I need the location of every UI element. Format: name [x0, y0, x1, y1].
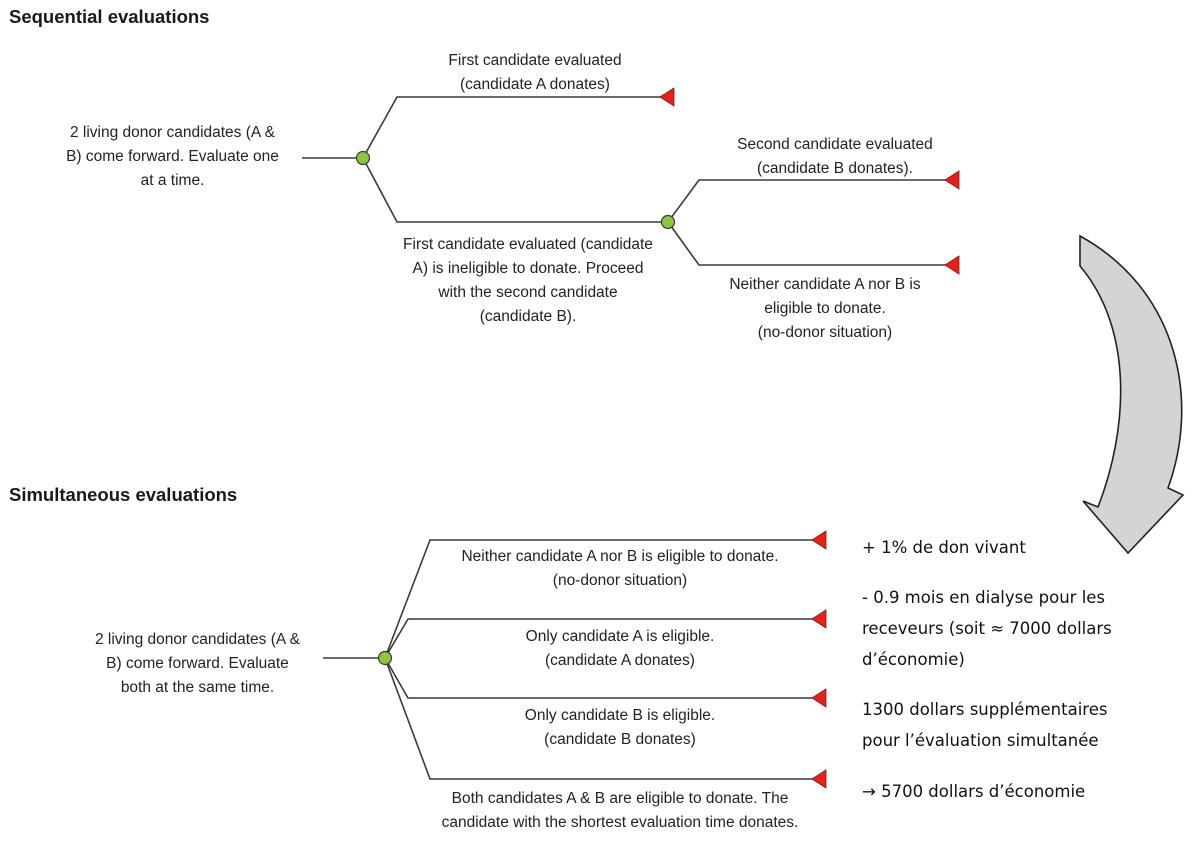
seq-sub-lower	[668, 222, 948, 265]
sim-chance-node-root	[379, 652, 392, 665]
sim-branch-3-label: Only candidate B is eligible. (candidate B donates)	[524, 707, 716, 748]
result-dialysis-savings: - 0.9 mois en dialyse pour les receveurs (soit ≈ 7000 dollars d’économie)	[862, 588, 1112, 669]
seq-root-label: 2 living donor candidates (A & B) come forward. Evaluate one at a time.	[66, 124, 279, 189]
seq-sub-upper	[668, 180, 948, 222]
seq-branch-upper	[363, 97, 662, 158]
seq-chance-node-second	[662, 216, 675, 229]
seq-chance-node-root	[357, 152, 370, 165]
seq-branch-upper-label: First candidate evaluated (candidate A donates)	[448, 52, 622, 93]
seq-sub-upper-label: Second candidate evaluated (candidate B donates).	[737, 136, 933, 177]
seq-branch-lower	[363, 158, 668, 222]
seq-sub-lower-label: Neither candidate A nor B is eligible to donate. (no-donor situation)	[729, 276, 921, 341]
result-extra-cost: 1300 dollars supplémentaires pour l’évaluation simultanée	[862, 700, 1108, 750]
curved-arrow	[1080, 236, 1183, 553]
simultaneous-title: Simultaneous evaluations	[9, 484, 238, 505]
sequential-title: Sequential evaluations	[9, 6, 210, 27]
result-net-savings: → 5700 dollars d’économie	[862, 782, 1086, 801]
seq-terminal-node-3	[945, 256, 959, 274]
sim-terminal-node-4	[812, 770, 826, 788]
seq-branch-lower-label: First candidate evaluated (candidate A) is ineligible to donate. Proceed with the second candidate (candidate B).	[403, 236, 653, 325]
sim-branch-2-label: Only candidate A is eligible. (candidate A donates)	[525, 628, 715, 669]
result-living-donation: + 1% de don vivant	[862, 538, 1026, 557]
sim-branch-4-label: Both candidates A & B are eligible to donate. The candidate with the shortest evaluation time donates.	[441, 790, 799, 831]
sim-branch-1-label: Neither candidate A nor B is eligible to donate. (no-donor situation)	[461, 548, 779, 589]
sim-root-label: 2 living donor candidates (A & B) come forward. Evaluate both at the same time.	[94, 631, 301, 696]
